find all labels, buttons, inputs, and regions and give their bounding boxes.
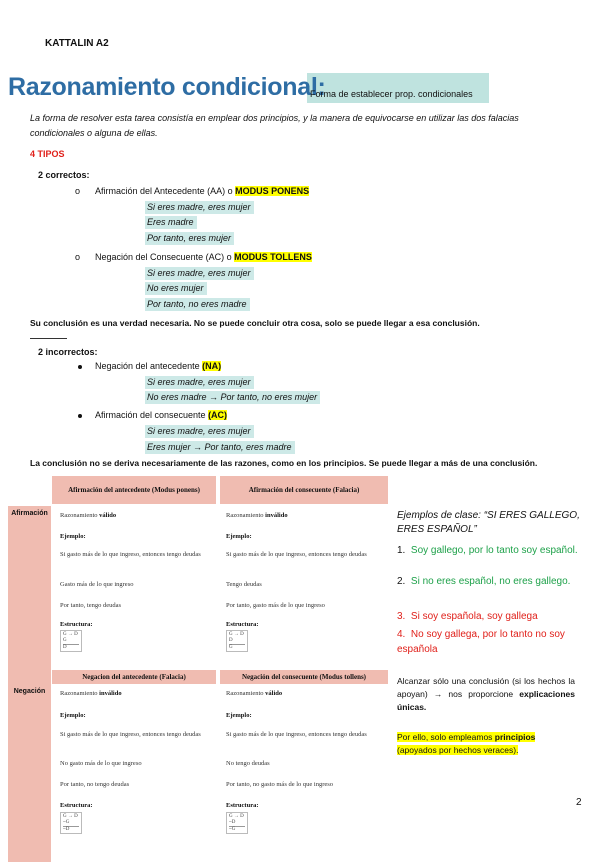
correctos-heading: 2 correctos: — [38, 170, 90, 180]
ejemplo-label: Ejemplo: — [226, 712, 252, 719]
incorrect-item-1-label: Negación del antecedente — [95, 361, 203, 371]
col-header-nc: Negación del consecuente (Modus tollens) — [220, 670, 388, 684]
correct-item-2-label: Negación del Consecuente (AC) o — [95, 252, 235, 262]
structure-line: G → D — [63, 632, 78, 637]
alcanzar-paragraph — [397, 675, 575, 714]
razonamiento-text: Razonamiento — [60, 690, 98, 697]
ejemplo-text: Si soy española, soy gallega — [410, 611, 538, 622]
row-header-afirmacion: Afirmación — [8, 506, 51, 678]
ejemplo-item-2 — [397, 574, 582, 589]
structure-box — [60, 812, 82, 834]
page-subtitle: Forma de establecer prop. condicionales — [310, 89, 473, 99]
cell-text: Por tanto, no gasto más de lo que ingreso — [226, 781, 334, 788]
bullet-marker: o — [75, 186, 81, 196]
example-line: No eres mujer — [145, 282, 207, 295]
premise-text: Si gasto más de lo que ingreso, entonces tengo deudas — [60, 731, 201, 738]
bullet-dot — [78, 414, 82, 418]
por-ello-text-end: (apoyados por hechos veraces). — [397, 745, 519, 755]
ejemplo-label: Ejemplo: — [60, 712, 86, 719]
premise-text: Si gasto más de lo que ingreso, entonces tengo deudas — [60, 551, 201, 558]
incorrectos-conclusion: La conclusión no se deriva necesariamente de las razones, como en los principios. Se puede llegar a más de una conclusión. — [30, 458, 538, 468]
ejemplo-number: 1. — [397, 545, 406, 556]
ejemplo-item-4 — [397, 627, 582, 657]
invalido-text: inválido — [265, 512, 288, 519]
col-header-aa: Afirmación del antecedente (Modus ponens) — [52, 476, 216, 504]
correct-item-1 — [95, 186, 309, 196]
cell-aa-razonamiento — [60, 512, 116, 520]
example-line: No eres madre → Por tanto, no eres mujer — [145, 391, 320, 404]
ejemplo-label: Ejemplo: — [226, 533, 252, 540]
structure-box — [226, 630, 248, 652]
structure-line: ~D — [63, 826, 79, 833]
por-ello-text: Por ello, solo empleamos — [397, 732, 495, 742]
valido-text: válido — [265, 690, 283, 697]
structure-line: G → D — [229, 814, 244, 819]
cell-na-razonamiento — [60, 690, 122, 698]
incorrect-item-2 — [95, 410, 227, 420]
structure-line: D — [229, 638, 233, 643]
col-header-ac: Afirmación del consecuente (Falacia) — [220, 476, 388, 504]
ejemplo-number: 2. — [397, 576, 406, 587]
razonamiento-text: Razonamiento — [226, 690, 264, 697]
cell-text: No tengo deudas — [226, 760, 270, 767]
structure-box — [60, 630, 82, 652]
example-line: Eres madre — [145, 216, 197, 229]
cell-text: Por tanto, tengo deudas — [60, 602, 122, 609]
ejemplo-number: 3. — [397, 611, 406, 622]
correct-item-1-label: Afirmación del Antecedente (AA) o — [95, 186, 236, 196]
structure-box — [226, 812, 248, 834]
structure-line: G — [229, 644, 245, 651]
incorrectos-heading: 2 incorrectos: — [38, 347, 98, 357]
bullet-dot — [78, 365, 82, 369]
razonamiento-text: Razonamiento — [226, 512, 264, 519]
estructura-label: Estructura: — [60, 621, 93, 628]
ejemplos-heading: Ejemplos de clase: “SI ERES GALLEGO, ERES ESPAÑOL” — [397, 510, 580, 535]
intro-paragraph: La forma de resolver esta tarea consistía en emplear dos principios, y la manera de equivocarse en utilizar las dos falacias condicionales o alguna de ellas. — [30, 113, 519, 138]
ejemplo-text: No soy gallega, por lo tanto no soy española — [397, 629, 565, 655]
modus-tollens-tag: MODUS TOLLENS — [234, 252, 312, 262]
structure-line: D — [63, 644, 79, 651]
structure-line: ~G — [229, 826, 245, 833]
conditional-reasoning-table — [8, 476, 388, 848]
author-label: KATTALIN A2 — [45, 38, 109, 49]
structure-line: ~G — [63, 820, 70, 825]
premise-text: Si gasto más de lo que ingreso, entonces tengo deudas — [226, 551, 367, 558]
example-line: Si eres madre, eres mujer — [145, 201, 254, 214]
por-ello-paragraph — [397, 731, 577, 757]
alcanzar-bold: explicaciones únicas. — [397, 689, 575, 712]
cell-text: Tengo deudas — [226, 581, 262, 588]
example-line: Si eres madre, eres mujer — [145, 267, 254, 280]
structure-line: G — [63, 638, 67, 643]
cell-text: No gasto más de lo que ingreso — [60, 760, 142, 767]
row-header-negacion: Negación — [8, 674, 51, 862]
separator-line — [30, 338, 67, 339]
ac-tag: (AC) — [208, 410, 228, 420]
ejemplo-text: Si no eres español, no eres gallego. — [410, 576, 571, 587]
razonamiento-text: Razonamiento — [60, 512, 98, 519]
cell-text: Por tanto, no tengo deudas — [60, 781, 130, 788]
na-tag: (NA) — [202, 361, 222, 371]
ejemplo-number: 4. — [397, 629, 406, 640]
incorrect-item-2-label: Afirmación del consecuente — [95, 410, 209, 420]
ejemplo-item-1 — [397, 543, 582, 558]
cell-text: Gasto más de lo que ingreso — [60, 581, 134, 588]
correct-item-2 — [95, 252, 312, 262]
structure-line: G → D — [63, 814, 78, 819]
example-line: Si eres madre, eres mujer — [145, 376, 254, 389]
page-number: 2 — [576, 797, 582, 808]
page-title: Razonamiento condicional: — [8, 73, 326, 101]
modus-ponens-tag: MODUS PONENS — [235, 186, 310, 196]
estructura-label: Estructura: — [226, 802, 259, 809]
cell-ac-razonamiento — [226, 512, 288, 520]
ejemplo-text: Soy gallego, por lo tanto soy español. — [410, 545, 578, 556]
estructura-label: Estructura: — [226, 621, 259, 628]
correctos-conclusion: Su conclusión es una verdad necesaria. No se puede concluir otra cosa, solo se puede llegar a esa conclusión. — [30, 318, 480, 328]
principios-bold: principios — [494, 732, 536, 742]
valido-text: válido — [99, 512, 117, 519]
invalido-text: inválido — [99, 690, 122, 697]
cell-nc-razonamiento — [226, 690, 282, 698]
structure-line: G → D — [229, 632, 244, 637]
tipos-heading: 4 TIPOS — [30, 149, 65, 159]
example-line: Por tanto, no eres madre — [145, 298, 250, 311]
ejemplo-label: Ejemplo: — [60, 533, 86, 540]
col-header-na: Negacion del antecedente (Falacia) — [52, 670, 216, 684]
example-line: Si eres madre, eres mujer — [145, 425, 254, 438]
example-line: Por tanto, eres mujer — [145, 232, 234, 245]
example-line: Eres mujer → Por tanto, eres madre — [145, 441, 295, 454]
estructura-label: Estructura: — [60, 802, 93, 809]
structure-line: ~D — [229, 820, 236, 825]
cell-text: Por tanto, gasto más de lo que ingreso — [226, 602, 325, 609]
alcanzar-text: Alcanzar sólo una conclusión (si los hechos la apoyan) → nos proporcione — [397, 676, 575, 699]
premise-text: Si gasto más de lo que ingreso, entonces tengo deudas — [226, 731, 367, 738]
ejemplo-item-3 — [397, 609, 582, 624]
incorrect-item-1 — [95, 361, 221, 371]
bullet-marker: o — [75, 252, 81, 262]
